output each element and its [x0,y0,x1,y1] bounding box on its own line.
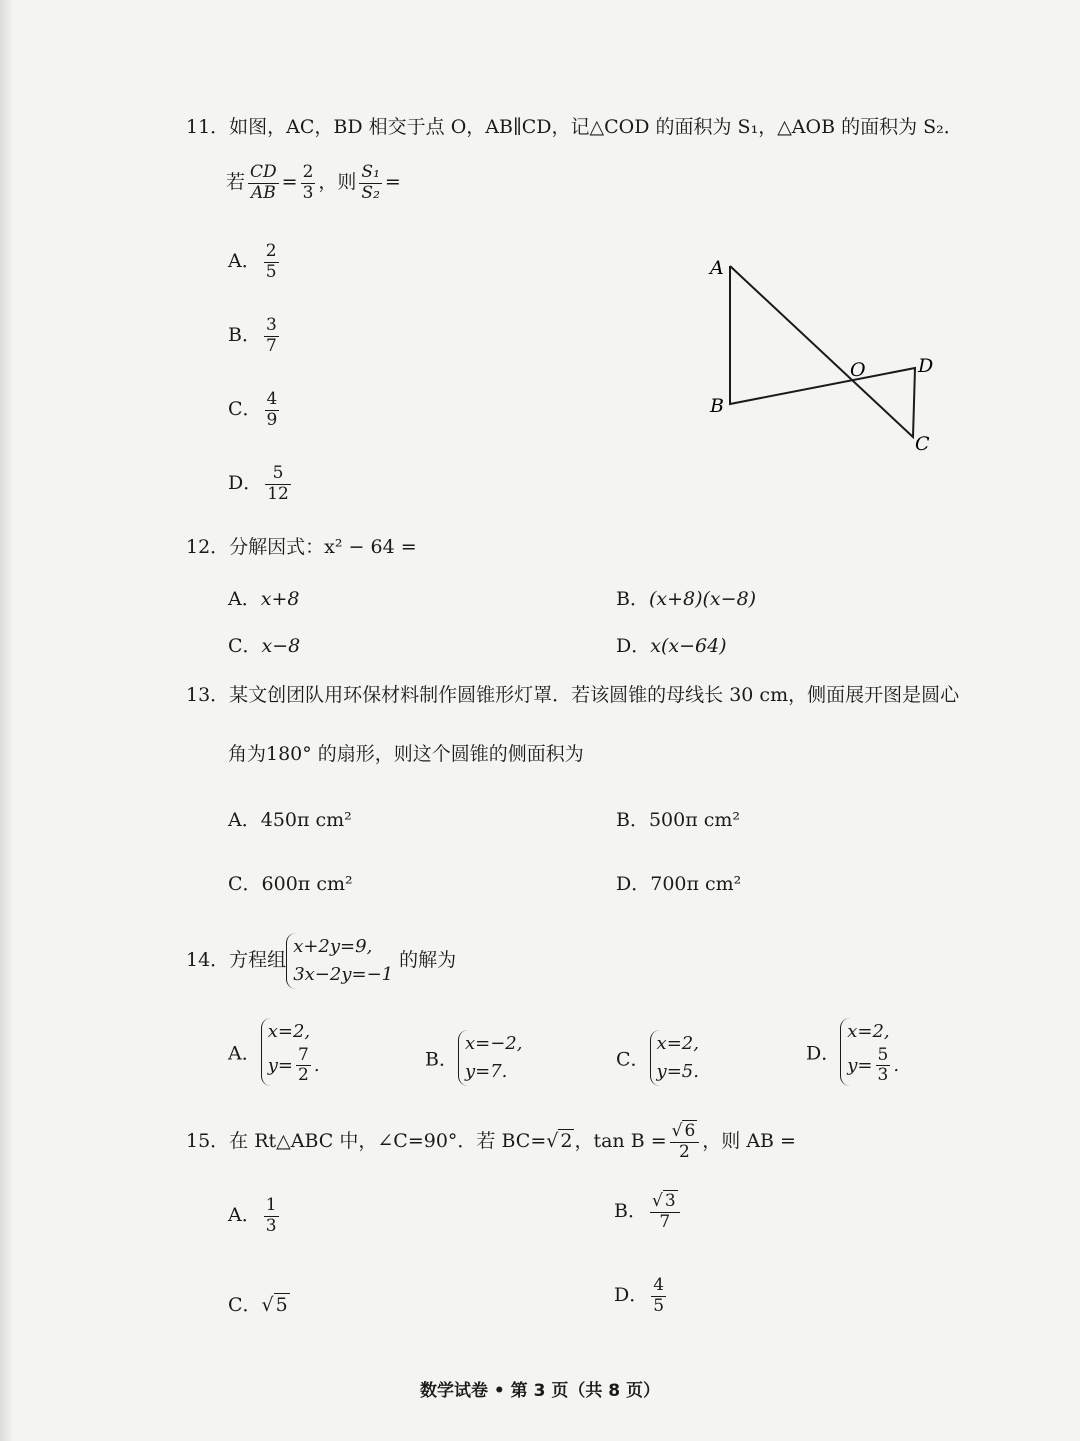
q14-stem [186,933,456,989]
option-label: B． [614,1200,647,1223]
option-label: A． [228,588,261,610]
denominator: 9 [266,409,278,430]
q14-system [286,933,393,989]
option-fraction [264,242,279,282]
option-system [650,1030,699,1086]
option-y: y=5. [656,1060,699,1082]
figure-label-d: D [918,355,934,377]
page-shadow [0,0,14,1441]
q11-stem: 11．如图，AC，BD 相交于点 O，AB∥CD，记△COD 的面积为 S₁，△AOB 的面积为 S₂． [186,116,963,138]
q11-then: ，则 [318,171,357,194]
numerator: 5 [265,464,291,485]
option-label: D． [806,1042,841,1065]
denominator: 3 [265,1215,277,1236]
option-system: x=2, y= $\frac{5}{3}$ . [840,1018,899,1086]
denominator: 5 [653,1295,665,1316]
q13-stem-line1: 13．某文创团队用环保材料制作圆锥形灯罩．若该圆锥的母线长 30 cm，侧面展开图是圆心 [186,684,960,706]
option-root: 3 [664,1191,676,1211]
q12-option-d[interactable] [616,631,727,658]
option-text: 600π cm² [261,873,353,895]
option-x: x=2, [656,1033,699,1054]
option-x: x=2, [267,1021,311,1042]
option-fraction [650,1192,680,1232]
option-text: 450π cm² [260,809,352,831]
q11-ab: AB [250,182,276,203]
q14-option-c[interactable] [616,1030,699,1086]
option-label: A． [228,1204,261,1227]
q11-cond-prefix: 若 [226,171,246,194]
q11-option-b[interactable] [228,316,282,356]
numerator: 4 [266,389,278,409]
option-label: D． [228,472,263,495]
q13-option-d[interactable] [616,869,741,896]
numerator: 7 [298,1044,309,1065]
q11-condition: 若 $\frac{CD}{AB}$ = $\frac{2}{3}$ ，则 $\frac{\text{S₁}}{\text{S₂}}$ = [226,162,401,203]
q11-ratio-s1-s2 [359,163,381,203]
option-fraction [651,1276,666,1316]
q11-ratio-value [301,163,316,203]
figure-label-b: B [710,395,724,417]
q13-option-b[interactable] [616,805,740,832]
q11-two: 2 [302,162,314,182]
option-y: y= [847,1054,873,1076]
q14-prefix: 14．方程组 [186,948,287,971]
numerator: 5 [877,1044,889,1065]
numerator: 1 [265,1195,277,1215]
numerator: √ 3 [650,1192,680,1213]
numerator: 3 [265,315,277,335]
q13-stem-line2: 角为180° 的扇形，则这个圆锥的侧面积为 [228,743,584,765]
option-fraction [876,1046,891,1086]
q15-option-c[interactable]: C．√ 5 [228,1294,288,1316]
option-fraction [265,390,280,430]
q15-part2: ，tan B = [574,1130,667,1153]
figure-lines [730,266,915,437]
option-y: y= [267,1054,293,1076]
figure-label-c: C [915,433,930,455]
option-fraction [264,316,279,356]
q14-suffix: 的解为 [399,948,457,971]
q11-option-d[interactable] [228,464,294,504]
denominator: 7 [659,1211,671,1232]
q11-ratio-cd-ab [248,163,279,203]
option-label: C． [228,873,262,895]
denominator: 5 [265,261,277,282]
q14-option-d[interactable] [806,1018,899,1086]
option-fraction [265,464,291,504]
option-label: B． [616,588,649,610]
option-system [458,1030,523,1086]
q14-eq1: x+2y=9, [293,936,373,957]
option-label: B． [425,1048,458,1071]
option-text: x−8 [261,635,301,657]
option-label: C． [228,398,262,421]
option-fraction [264,1196,279,1236]
figure-label-a: A [710,257,724,279]
q13-option-a[interactable] [228,805,352,832]
page-footer: 数学试卷 • 第 3 页（共 8 页） [419,1381,661,1401]
q11-s2: S₂ [361,182,380,203]
q15-root2: 2 [560,1130,573,1153]
option-system: x=2, y= $\frac{7}{2}$ . [261,1018,320,1086]
q15-tan-fraction [670,1122,700,1162]
option-text: (x+8)(x−8) [648,588,757,610]
q15-part1: 15．在 Rt△ABC 中，∠C=90°．若 BC= [186,1130,547,1153]
option-fraction [296,1046,311,1086]
option-label: B． [228,324,261,347]
option-label: D． [616,873,651,895]
option-text: 500π cm² [648,809,741,831]
option-label: A． [228,1042,261,1065]
q11-option-c[interactable] [228,390,282,430]
numerator: √ 6 [670,1122,700,1143]
q11-cd: CD [250,162,277,182]
figure-label-o: O [850,359,866,381]
option-text: x+8 [260,588,300,610]
option-label: D． [616,635,651,657]
numerator: 4 [653,1275,665,1295]
option-label: C． [228,635,262,657]
option-label: A． [228,809,261,831]
q12-option-b[interactable] [616,584,756,611]
q11-s1: S₁ [361,162,380,182]
q11-figure [700,252,950,462]
q14-option-a[interactable] [228,1018,320,1086]
q14-eq2: 3x−2y=−1 [293,963,394,985]
q12-option-a[interactable] [228,584,299,611]
denominator: 2 [298,1065,309,1086]
option-label: B． [616,809,649,831]
denominator: 7 [265,335,277,356]
q15-option-a[interactable] [228,1196,282,1236]
denominator: 12 [267,483,289,504]
option-y: y=7. [464,1060,508,1082]
q14-option-b[interactable] [425,1030,522,1086]
q15-option-d[interactable] [614,1276,669,1316]
q11-three: 3 [302,182,314,203]
q12-option-c[interactable] [228,631,300,658]
q15-stem: 15．在 Rt△ABC 中，∠C=90°．若 BC=√ 2 ，tan B = $\frac{√ 6}{2}$ ，则 AB = [186,1121,796,1162]
q15-root6: 6 [684,1121,696,1141]
denominator: 3 [877,1065,889,1086]
option-x: x=2, [847,1021,890,1042]
numerator: 2 [265,241,277,261]
option-x: x=−2, [464,1033,523,1054]
option-text: 700π cm² [650,873,742,895]
q15-part3: ，则 AB = [702,1130,796,1153]
q12-stem: 12．分解因式：x² − 64 = [186,536,417,558]
option-root: 5 [275,1294,288,1316]
q11-option-a[interactable] [228,242,282,282]
option-text: x(x−64) [650,635,727,657]
option-label: C． [616,1048,650,1071]
q15-option-b[interactable] [614,1192,683,1232]
denominator: 2 [679,1141,690,1162]
option-label: D． [614,1284,649,1307]
option-label: A． [228,250,261,273]
option-label: C． [228,1294,262,1316]
q13-option-c[interactable] [228,869,353,896]
